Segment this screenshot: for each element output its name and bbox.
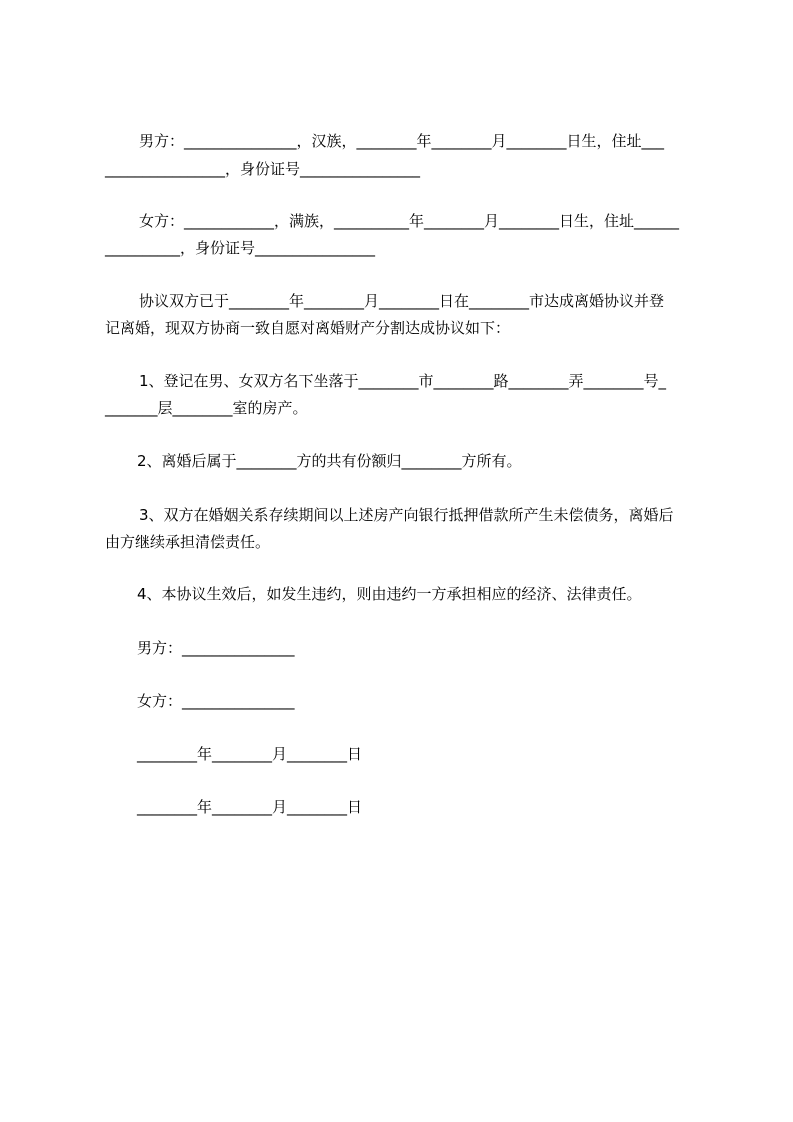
male-party-line-1: 男方：_______________，汉族，________年________月________日生，住址___ <box>139 132 665 150</box>
clause-1-line-2: _______层________室的房产。 <box>105 399 308 417</box>
clause-2-line-1: 2、离婚后属于________方的共有份额归________方所有。 <box>137 452 522 470</box>
signature-date-1: ________年________月________日 <box>137 745 363 763</box>
male-party-line-2: ________________，身份证号________________ <box>105 160 421 178</box>
clause-1-line-1: 1、登记在男、女双方名下坐落于________市________路________弄________号_ <box>139 372 667 390</box>
clause-3-line-2: 由方继续承担清偿责任。 <box>105 533 271 551</box>
female-party-line-1: 女方：____________，满族，__________年________月________日生，住址______ <box>139 212 680 230</box>
clause-3-line-1: 3、双方在婚姻关系存续期间以上述房产向银行抵押借款所产生未偿债务，离婚后 <box>139 506 674 524</box>
agreement-intro-line-2: 记离婚，现双方协商一致自愿对离婚财产分割达成协议如下： <box>105 319 511 337</box>
signature-date-2: ________年________月________日 <box>137 798 363 816</box>
clause-4-line-1: 4、本协议生效后，如发生违约，则由违约一方承担相应的经济、法律责任。 <box>137 585 642 603</box>
signature-male: 男方：_______________ <box>137 639 295 657</box>
agreement-intro-line-1: 协议双方已于________年________月________日在________市达成离婚协议并登 <box>139 292 665 310</box>
female-party-line-2: __________，身份证号________________ <box>105 239 376 257</box>
signature-female: 女方：_______________ <box>137 692 295 710</box>
